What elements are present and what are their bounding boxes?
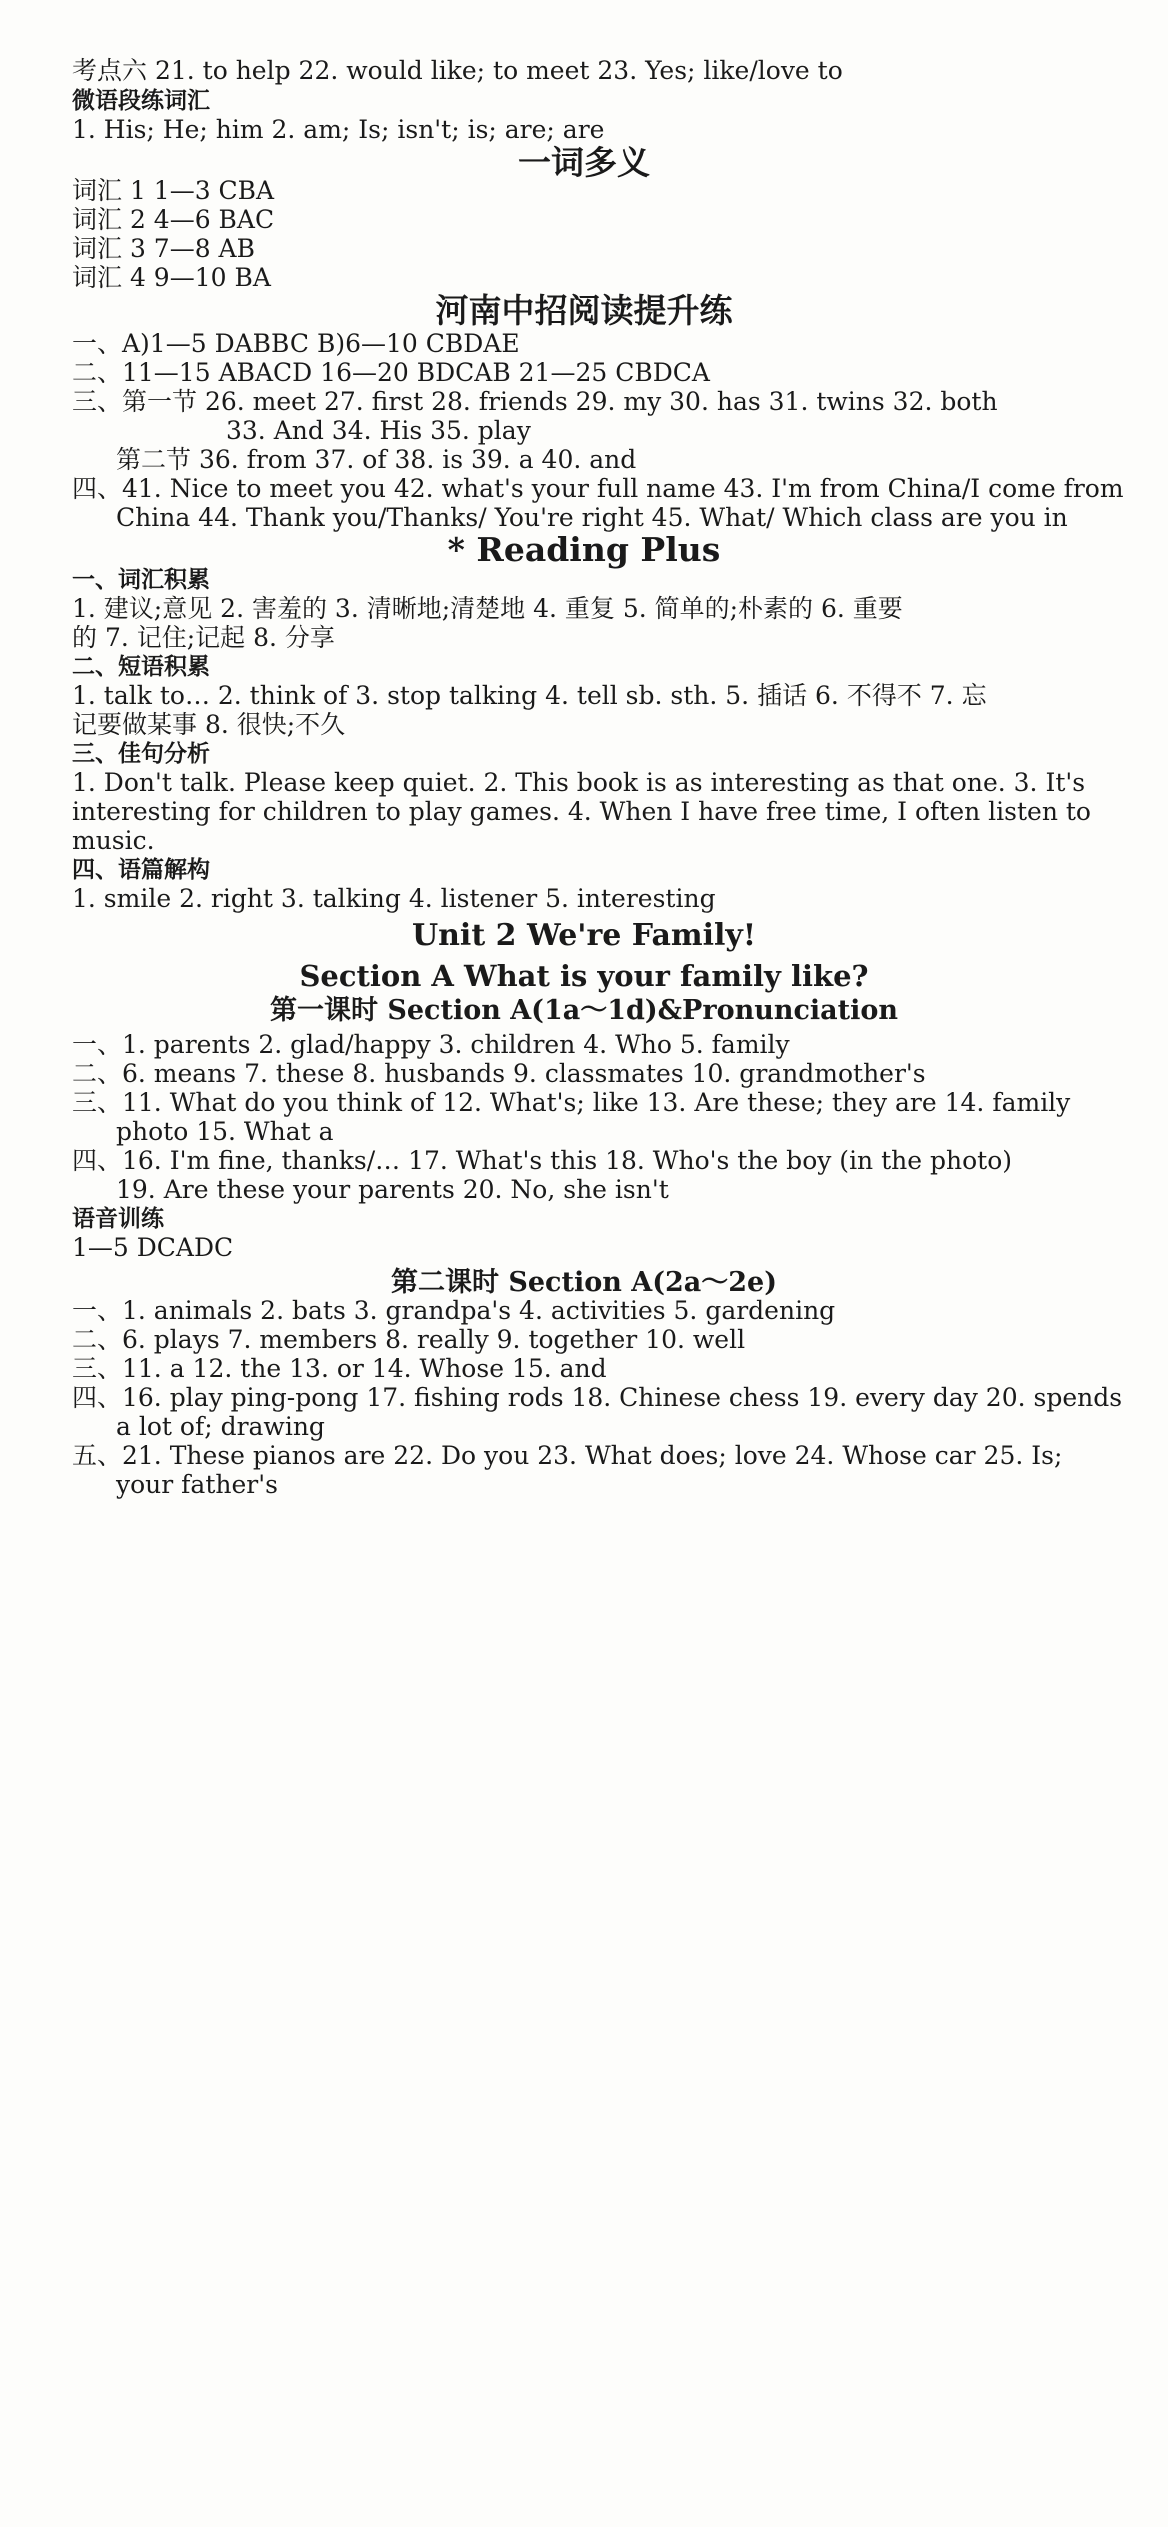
subsection-label: 三、佳句分析 <box>72 741 210 767</box>
answer-line: 1—5 DCADC <box>72 1233 234 1262</box>
subsection-label: 二、短语积累 <box>72 654 210 680</box>
answer-line: 四、16. I'm fine, thanks/… 17. What's this 18. Who's the boy (in the photo) <box>72 1146 1013 1175</box>
answer-line: 第二节 36. from 37. of 38. is 39. a 40. and <box>116 445 637 474</box>
unit-title: Unit 2 We're Family! <box>411 918 757 953</box>
answer-line: 1. His; He; him 2. am; Is; isn't; is; are; are <box>72 115 605 144</box>
answer-line: interesting for children to play games. 4. When I have free time, I often listen to <box>72 797 1091 826</box>
answer-line: 二、6. means 7. these 8. husbands 9. classmates 10. grandmother's <box>72 1059 926 1088</box>
answer-line: 三、11. a 12. the 13. or 14. Whose 15. and <box>72 1354 607 1383</box>
answer-line: 词汇 4 9—10 BA <box>72 263 271 292</box>
answer-line: 一、1. animals 2. bats 3. grandpa's 4. activities 5. gardening <box>72 1296 836 1325</box>
answer-line: 二、11—15 ABACD 16—20 BDCAB 21—25 CBDCA <box>72 358 710 387</box>
section-title: Section A What is your family like? <box>299 959 869 993</box>
answer-line: 三、第一节 26. meet 27. first 28. friends 29. my 30. has 31. twins 32. both <box>72 387 998 416</box>
subsection-label: 语音训练 <box>72 1206 164 1232</box>
answer-line: 的 7. 记住;记起 8. 分享 <box>72 623 335 652</box>
subsection-label: 一、词汇积累 <box>72 567 210 593</box>
answer-line: 1. talk to… 2. think of 3. stop talking 4. tell sb. sth. 5. 插话 6. 不得不 7. 忘 <box>72 681 987 710</box>
answer-line: 三、11. What do you think of 12. What's; like 13. Are these; they are 14. family <box>72 1088 1071 1117</box>
answer-line: 33. And 34. His 35. play <box>226 416 531 445</box>
answer-line: 19. Are these your parents 20. No, she isn't <box>116 1175 669 1204</box>
answer-line: 词汇 1 1—3 CBA <box>72 176 275 205</box>
answer-line: China 44. Thank you/Thanks/ You're right 45. What/ Which class are you in <box>116 503 1068 532</box>
answer-line: 1. 建议;意见 2. 害羞的 3. 清晰地;清楚地 4. 重复 5. 简单的;朴素的 6. 重要 <box>72 594 903 623</box>
subsection-label: 微语段练词汇 <box>72 88 210 114</box>
section-heading: 一词多义 <box>518 143 650 182</box>
answer-line: 记要做某事 8. 很快;不久 <box>72 710 346 739</box>
section-heading: * Reading Plus <box>447 530 721 569</box>
lesson-title: 第一课时 Section A(1a～1d)&Pronunciation <box>269 995 899 1026</box>
answer-line: 考点六 21. to help 22. would like; to meet 23. Yes; like/love to <box>72 56 843 85</box>
answer-line: 一、1. parents 2. glad/happy 3. children 4. Who 5. family <box>72 1030 790 1059</box>
answer-line: 1. Don't talk. Please keep quiet. 2. This book is as interesting as that one. 3. It's <box>72 768 1086 797</box>
answer-line: 词汇 2 4—6 BAC <box>72 205 275 234</box>
answer-line: a lot of; drawing <box>116 1412 325 1441</box>
section-heading: 河南中招阅读提升练 <box>435 291 733 330</box>
answer-line: 1. smile 2. right 3. talking 4. listener 5. interesting <box>72 884 716 913</box>
answer-line: 二、6. plays 7. members 8. really 9. together 10. well <box>72 1325 746 1354</box>
answer-line: 五、21. These pianos are 22. Do you 23. What does; love 24. Whose car 25. Is; <box>72 1441 1063 1470</box>
lesson-title: 第二课时 Section A(2a～2e) <box>390 1267 778 1298</box>
answer-line: music. <box>72 826 155 855</box>
answer-line: 四、16. play ping-pong 17. fishing rods 18. Chinese chess 19. every day 20. spends <box>72 1383 1123 1412</box>
answer-line: photo 15. What a <box>116 1117 334 1146</box>
answer-line: 词汇 3 7—8 AB <box>72 234 255 263</box>
answer-line: 一、A)1—5 DABBC B)6—10 CBDAE <box>72 329 520 358</box>
answer-line: your father's <box>116 1470 278 1499</box>
subsection-label: 四、语篇解构 <box>72 857 210 883</box>
answer-line: 四、41. Nice to meet you 42. what's your full name 43. I'm from China/I come from <box>72 474 1124 503</box>
